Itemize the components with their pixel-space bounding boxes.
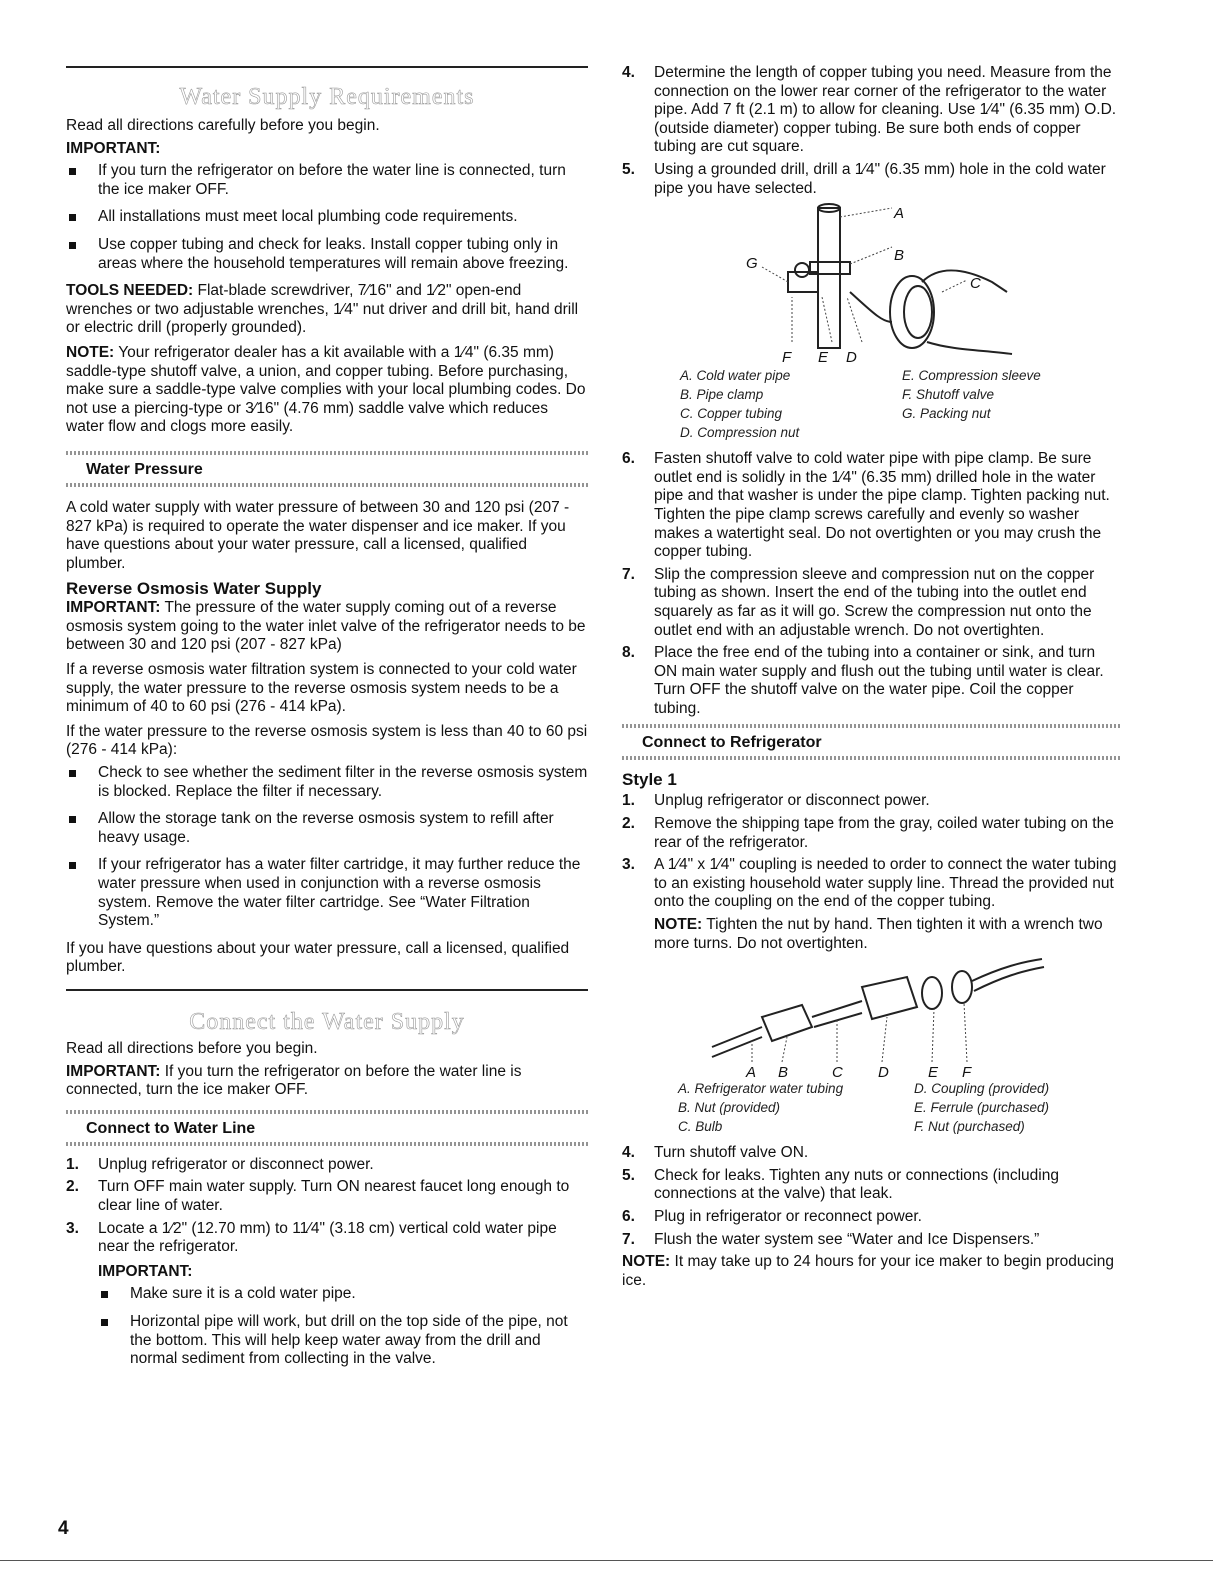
dotted-rule bbox=[622, 756, 1122, 760]
list-item: Make sure it is a cold water pipe. bbox=[98, 1285, 588, 1304]
water-supply-title: Water Supply Requirements bbox=[179, 84, 475, 110]
tools-paragraph bbox=[66, 282, 588, 338]
list-item: 3. Locate a 1⁄2" (12.70 mm) to 11⁄4" (3.18 cm) vertical cold water pipe near the refrigerator. IMPORTANT: Make sure it is a cold water pipe. Horizontal pipe will work, but drill on the top side of the pipe, not the bottom. This will help keep water away from the drill and normal sediment from collecting in the valve. bbox=[66, 1220, 588, 1369]
final-note bbox=[622, 1253, 1122, 1290]
caption: B. Nut (provided) bbox=[678, 1100, 781, 1116]
water-pressure-heading: Water Pressure bbox=[86, 460, 203, 478]
section-rule bbox=[66, 66, 588, 68]
caption: D. Compression nut bbox=[680, 425, 800, 441]
list-item: 6. Plug in refrigerator or reconnect power. bbox=[622, 1208, 922, 1225]
shutoff-valve-illustration bbox=[722, 202, 1122, 364]
caption: C. Bulb bbox=[678, 1119, 723, 1135]
important-label: IMPORTANT: bbox=[66, 139, 161, 157]
fig1-label-d: D bbox=[846, 349, 857, 365]
fig1-label-g: G bbox=[746, 255, 758, 273]
water-pressure-text: A cold water supply with water pressure of between 30 and 120 psi (207 - 827 kPa) is required to operate the water dispenser and ice maker. If you have questions about your water pressure, call a licensed, qualified plumber. bbox=[66, 498, 570, 572]
ro-important-text: The pressure of the water supply coming out of a reverse osmosis system going to the water inlet valve of the refrigerator needs to be between 30 and 120 psi (207 - 827 kPa) bbox=[66, 599, 586, 654]
ro-heading: Reverse Osmosis Water Supply bbox=[66, 579, 322, 599]
caption: F. Nut (purchased) bbox=[914, 1119, 1025, 1135]
fig1-label-e: E bbox=[818, 349, 829, 365]
fig2-label-b: B bbox=[778, 1064, 789, 1078]
style-heading: Style 1 bbox=[622, 770, 677, 790]
dotted-rule bbox=[66, 483, 588, 487]
final-note-label: NOTE: bbox=[622, 1253, 671, 1271]
shutoff-valve-figure bbox=[622, 202, 1122, 364]
connect-fridge-heading: Connect to Refrigerator bbox=[642, 734, 822, 752]
list-item: 1. Unplug refrigerator or disconnect power. bbox=[622, 792, 930, 810]
ro-important-label: IMPORTANT: bbox=[66, 599, 161, 617]
ro-important bbox=[66, 599, 588, 655]
style-note-label: NOTE: bbox=[654, 916, 703, 934]
style-steps bbox=[622, 792, 1122, 953]
connect-title: Connect the Water Supply bbox=[189, 1008, 465, 1035]
list-item: 2. Turn OFF main water supply. Turn ON nearest faucet long enough to clear line of water. bbox=[66, 1178, 570, 1214]
coupling-figure bbox=[622, 957, 1122, 1077]
final-steps bbox=[622, 1144, 1122, 1249]
caption: E. Compression sleeve bbox=[902, 368, 1041, 384]
list-item: Allow the storage tank on the reverse osmosis system to refill after heavy usage. bbox=[66, 810, 588, 847]
connect-important bbox=[66, 1063, 588, 1100]
fig1-label-c: C bbox=[970, 275, 981, 293]
list-item: Horizontal pipe will work, but drill on the top side of the pipe, not the bottom. This will help keep water away from the drill and normal sediment from collecting in the valve. bbox=[98, 1313, 588, 1369]
caption: B. Pipe clamp bbox=[680, 387, 764, 403]
step3-bullets bbox=[98, 1285, 588, 1368]
list-item: If your refrigerator has a water filter cartridge, it may further reduce the water pressure when used in conjunction with a reverse osmosis system. Remove the water filter cartridge. See “Water Filtration System.” bbox=[66, 856, 588, 930]
page-number: 4 bbox=[58, 1518, 69, 1539]
note-text: Your refrigerator dealer has a kit available with a 1⁄4" (6.35 mm) saddle-type shutoff valve, a union, and copper tubing. Before purchasing, make sure a saddle-type valve complies with your local plumbing codes. Do not use a piercing-type or 3⁄16" (4.76 mm) saddle valve which reduces water flow and clogs more easily. bbox=[66, 343, 586, 436]
list-item: If you turn the refrigerator on before the water line is connected, turn the ice maker OFF. bbox=[66, 162, 588, 199]
dotted-rule bbox=[66, 1110, 588, 1114]
section-rule bbox=[66, 989, 588, 991]
style-note bbox=[654, 916, 1122, 953]
step3-important-label: IMPORTANT: bbox=[98, 1262, 193, 1280]
fig2-label-f: F bbox=[962, 1064, 972, 1078]
fig2-label-c: C bbox=[832, 1064, 843, 1078]
caption: C. Copper tubing bbox=[680, 406, 783, 422]
ro-para1: If a reverse osmosis water filtration system is connected to your cold water supply, the water pressure to the reverse osmosis system needs to be a minimum of 40 to 60 psi (276 - 414 kPa). bbox=[66, 661, 577, 716]
ro-bullets bbox=[66, 764, 588, 931]
ro-para3: If you have questions about your water pressure, call a licensed, qualified plumber. bbox=[66, 939, 570, 976]
connect-water-line-heading: Connect to Water Line bbox=[86, 1119, 256, 1137]
fig2-label-e: E bbox=[928, 1064, 939, 1078]
list-item: All installations must meet local plumbing code requirements. bbox=[66, 208, 588, 227]
bottom-rule bbox=[0, 1560, 1213, 1561]
right-column bbox=[622, 0, 1122, 1290]
left-column bbox=[66, 0, 588, 1378]
list-item: 2. Remove the shipping tape from the gray, coiled water tubing on the rear of the refrigerator. bbox=[622, 815, 1114, 851]
caption: F. Shutoff valve bbox=[902, 387, 995, 403]
ro-para2: If the water pressure to the reverse osmosis system is less than 40 to 60 psi (276 - 414 kPa): bbox=[66, 722, 588, 759]
fig1-label-b: B bbox=[894, 247, 905, 265]
list-item: 6. Fasten shutoff valve to cold water pipe with pipe clamp. Be sure outlet end is solidly in the 1⁄4" (6.35 mm) drilled hole in the water pipe and that washer is under the pipe clamp. Tighten packing nut. Tighten the pipe clamp screws carefully and evenly so washer makes a watertight seal. Do not overtighten or you may crush the copper tubing. bbox=[622, 450, 1110, 561]
fig1-captions bbox=[680, 366, 1122, 442]
fig2-label-d: D bbox=[878, 1064, 889, 1078]
note-label: NOTE: bbox=[66, 343, 115, 361]
important-bullets bbox=[66, 162, 588, 273]
list-item: 3. A 1⁄4" x 1⁄4" coupling is needed to order to connect the water tubing to an existing household water supply line. Thread the provided nut onto the coupling on the end of the copper tubing. NOTE: Tighten the nut by hand. Then tighten it with a wrench two more turns. Do not overtighten. bbox=[622, 856, 1122, 953]
list-item: 7. Flush the water system see “Water and Ice Dispensers.” bbox=[622, 1230, 1040, 1248]
dotted-rule bbox=[66, 451, 588, 455]
list-item: 1. Unplug refrigerator or disconnect power. bbox=[66, 1155, 374, 1173]
steps-4-5 bbox=[622, 64, 1122, 198]
caption: D. Coupling (provided) bbox=[914, 1081, 1050, 1097]
note-paragraph bbox=[66, 344, 588, 437]
list-item: Check to see whether the sediment filter in the reverse osmosis system is blocked. Replace the filter if necessary. bbox=[66, 764, 588, 801]
read-directions: Read all directions carefully before you begin. bbox=[66, 117, 380, 134]
caption: A. Cold water pipe bbox=[680, 368, 791, 384]
list-item: 4. Determine the length of copper tubing you need. Measure from the connection on the lower rear corner of the refrigerator to the water pipe. Add 7 ft (2.1 m) to allow for cleaning. Use 1⁄4" (6.35 mm) O.D. (outside diameter) copper tubing. Be sure both ends of copper tubing are cut square. bbox=[622, 64, 1117, 156]
list-item: 8. Place the free end of the tubing into a container or sink, and turn ON main water supply and flush out the tubing until water is clear. Turn OFF the shutoff valve on the water pipe. Coil the copper tubing. bbox=[622, 644, 1104, 717]
fig2-label-a: A bbox=[746, 1064, 757, 1078]
tools-text: Flat-blade screwdriver, 7⁄16" and 1⁄2" open-end wrenches or two adjustable wrenches, 1⁄4" nut driver and drill bit, hand drill or electric drill (properly grounded). bbox=[66, 282, 579, 337]
fig1-label-a: A bbox=[894, 205, 905, 223]
caption: G. Packing nut bbox=[902, 406, 991, 422]
fig1-label-f: F bbox=[782, 349, 792, 365]
caption: A. Refrigerator water tubing bbox=[678, 1081, 844, 1097]
tools-label: TOOLS NEEDED: bbox=[66, 282, 194, 300]
connect-important-text: If you turn the refrigerator on before the water line is connected, turn the ice maker OFF. bbox=[66, 1062, 522, 1099]
steps-6-8 bbox=[622, 450, 1122, 718]
caption: E. Ferrule (purchased) bbox=[914, 1100, 1050, 1116]
fig2-captions bbox=[678, 1079, 1122, 1136]
coupling-illustration bbox=[702, 957, 1142, 1077]
dotted-rule bbox=[622, 724, 1122, 728]
connect-read: Read all directions before you begin. bbox=[66, 1039, 318, 1057]
list-item: 5. Using a grounded drill, drill a 1⁄4" (6.35 mm) hole in the cold water pipe you have selected. bbox=[622, 160, 1106, 197]
list-item: 7. Slip the compression sleeve and compression nut on the copper tubing as shown. Insert the end of the tubing into the outlet end squarely as far as it will go. Screw the compression nut onto the outlet end with an adjustable wrench. Do not overtighten. bbox=[622, 565, 1095, 639]
list-item: Use copper tubing and check for leaks. Install copper tubing only in areas where the household temperatures will remain above freezing. bbox=[66, 236, 588, 273]
water-line-steps bbox=[66, 1156, 588, 1369]
list-item: 4. Turn shutoff valve ON. bbox=[622, 1144, 809, 1162]
list-item: 5. Check for leaks. Tighten any nuts or connections (including connections at the valve) that leak. bbox=[622, 1166, 1059, 1203]
final-note-text: It may take up to 24 hours for your ice maker to begin producing ice. bbox=[622, 1253, 1114, 1289]
style-note-text: Tighten the nut by hand. Then tighten it with a wrench two more turns. Do not overtighten. bbox=[654, 916, 1103, 952]
dotted-rule bbox=[66, 1142, 588, 1146]
connect-important-label: IMPORTANT: bbox=[66, 1062, 161, 1080]
